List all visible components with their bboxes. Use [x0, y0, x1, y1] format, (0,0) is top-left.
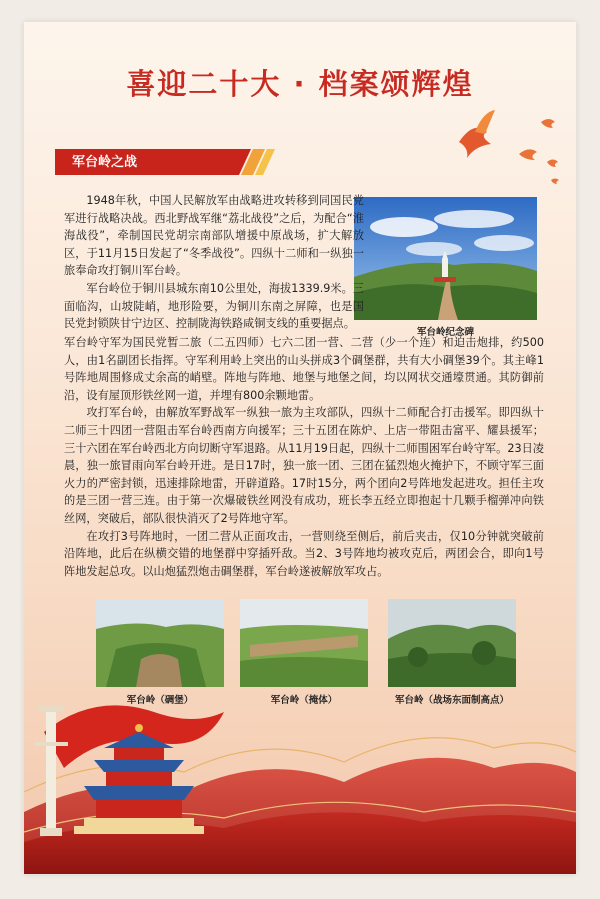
monument-caption: 军台岭纪念碑	[416, 327, 474, 338]
monument-photo	[354, 197, 537, 320]
small-caption-1: 军台岭（碉堡）	[126, 695, 194, 706]
poster	[24, 22, 576, 874]
paragraph-2-wrap: 军台岭位于铜川县城东南10公里处，海拔1339.9米。三面临沟，山坡陡峭，地形险要，为铜川东南之屏障，也是国民党封锁陕甘宁边区、控制陇海铁路咸铜支线的重要据点。	[64, 281, 364, 331]
paragraph-1: 1948年秋，中国人民解放军由战略进攻转移到同国民党军进行战略决战。西北野战军继“荔北战役”之后，为配合“淮海战役”，牵制国民党胡宗南部队增援中原战场，扩大解放区，于11月15日发起了“冬季战役”。四纵十二师和一纵独一旅奉命攻打铜川军台岭。	[64, 194, 364, 278]
paragraph-2-rest: 军台岭守军为国民党暂二旅（二五四师）七六二团一营、二营（少一个连）和迫击炮排，约500人，由1名副团长指挥。守军利用岭上突出的山头拼成3个碉堡群，共有大小碉堡39个。其主峰1号阵地周围修成丈余高的峭壁。阵地与阵地、地堡与地堡之间，均以网状交通壕贯通。其防御前沿，设有屋顶形铁丝网一道，并埋有800余颗地雷。	[64, 336, 544, 402]
small-caption-3: 军台岭（战场东面制高点）	[394, 695, 509, 706]
paragraph-3: 攻打军台岭，由解放军野战军一纵独一旅为主攻部队，四纵十二师配合打击援军。即四纵十二师三十四团一营阻击军台岭西南方向援军；三十五团在陈炉、上店一带阻击富平、耀县援军；三十六团在军台岭西北方向切断守军退路。从11月19日起，四纵十二师围困军台岭守军。23日凌晨，独一旅冒雨向军台岭开进。是日17时，独一旅一团、三团在猛烈炮火掩护下，不顾守军三面火力的严密封锁，迅速排除地雷，开辟道路。17时15分，两个团向2号阵地发起进攻。担任主攻的是三团一营三连。由于第一次爆破铁丝网没有成功，班长李五经立即抱起十几颗手榴弹冲向铁丝网，突破后，部队很快消灭了2号阵地守军。	[64, 406, 544, 525]
article-body	[64, 334, 544, 580]
section-title: 军台岭之战	[72, 155, 138, 170]
flying-birds-icon	[439, 102, 569, 192]
page-title: 喜迎二十大 · 档案颂辉煌	[126, 67, 474, 101]
article-intro	[64, 192, 364, 333]
paragraph-4: 在攻打3号阵地时，一团二营从正面攻击，一营则绕至侧后，前后夹击，仅10分钟就突破前沿阵地，此后在纵横交错的地堡群中穿插歼敌。当2、3号阵地均被攻克后，两团会合，即向1号阵地发起总攻。以山炮猛烈炮击碉堡群，军台岭遂被解放军攻占。	[64, 529, 544, 578]
small-caption-2: 军台岭（掩体）	[270, 695, 338, 706]
bottom-decoration	[24, 672, 576, 874]
